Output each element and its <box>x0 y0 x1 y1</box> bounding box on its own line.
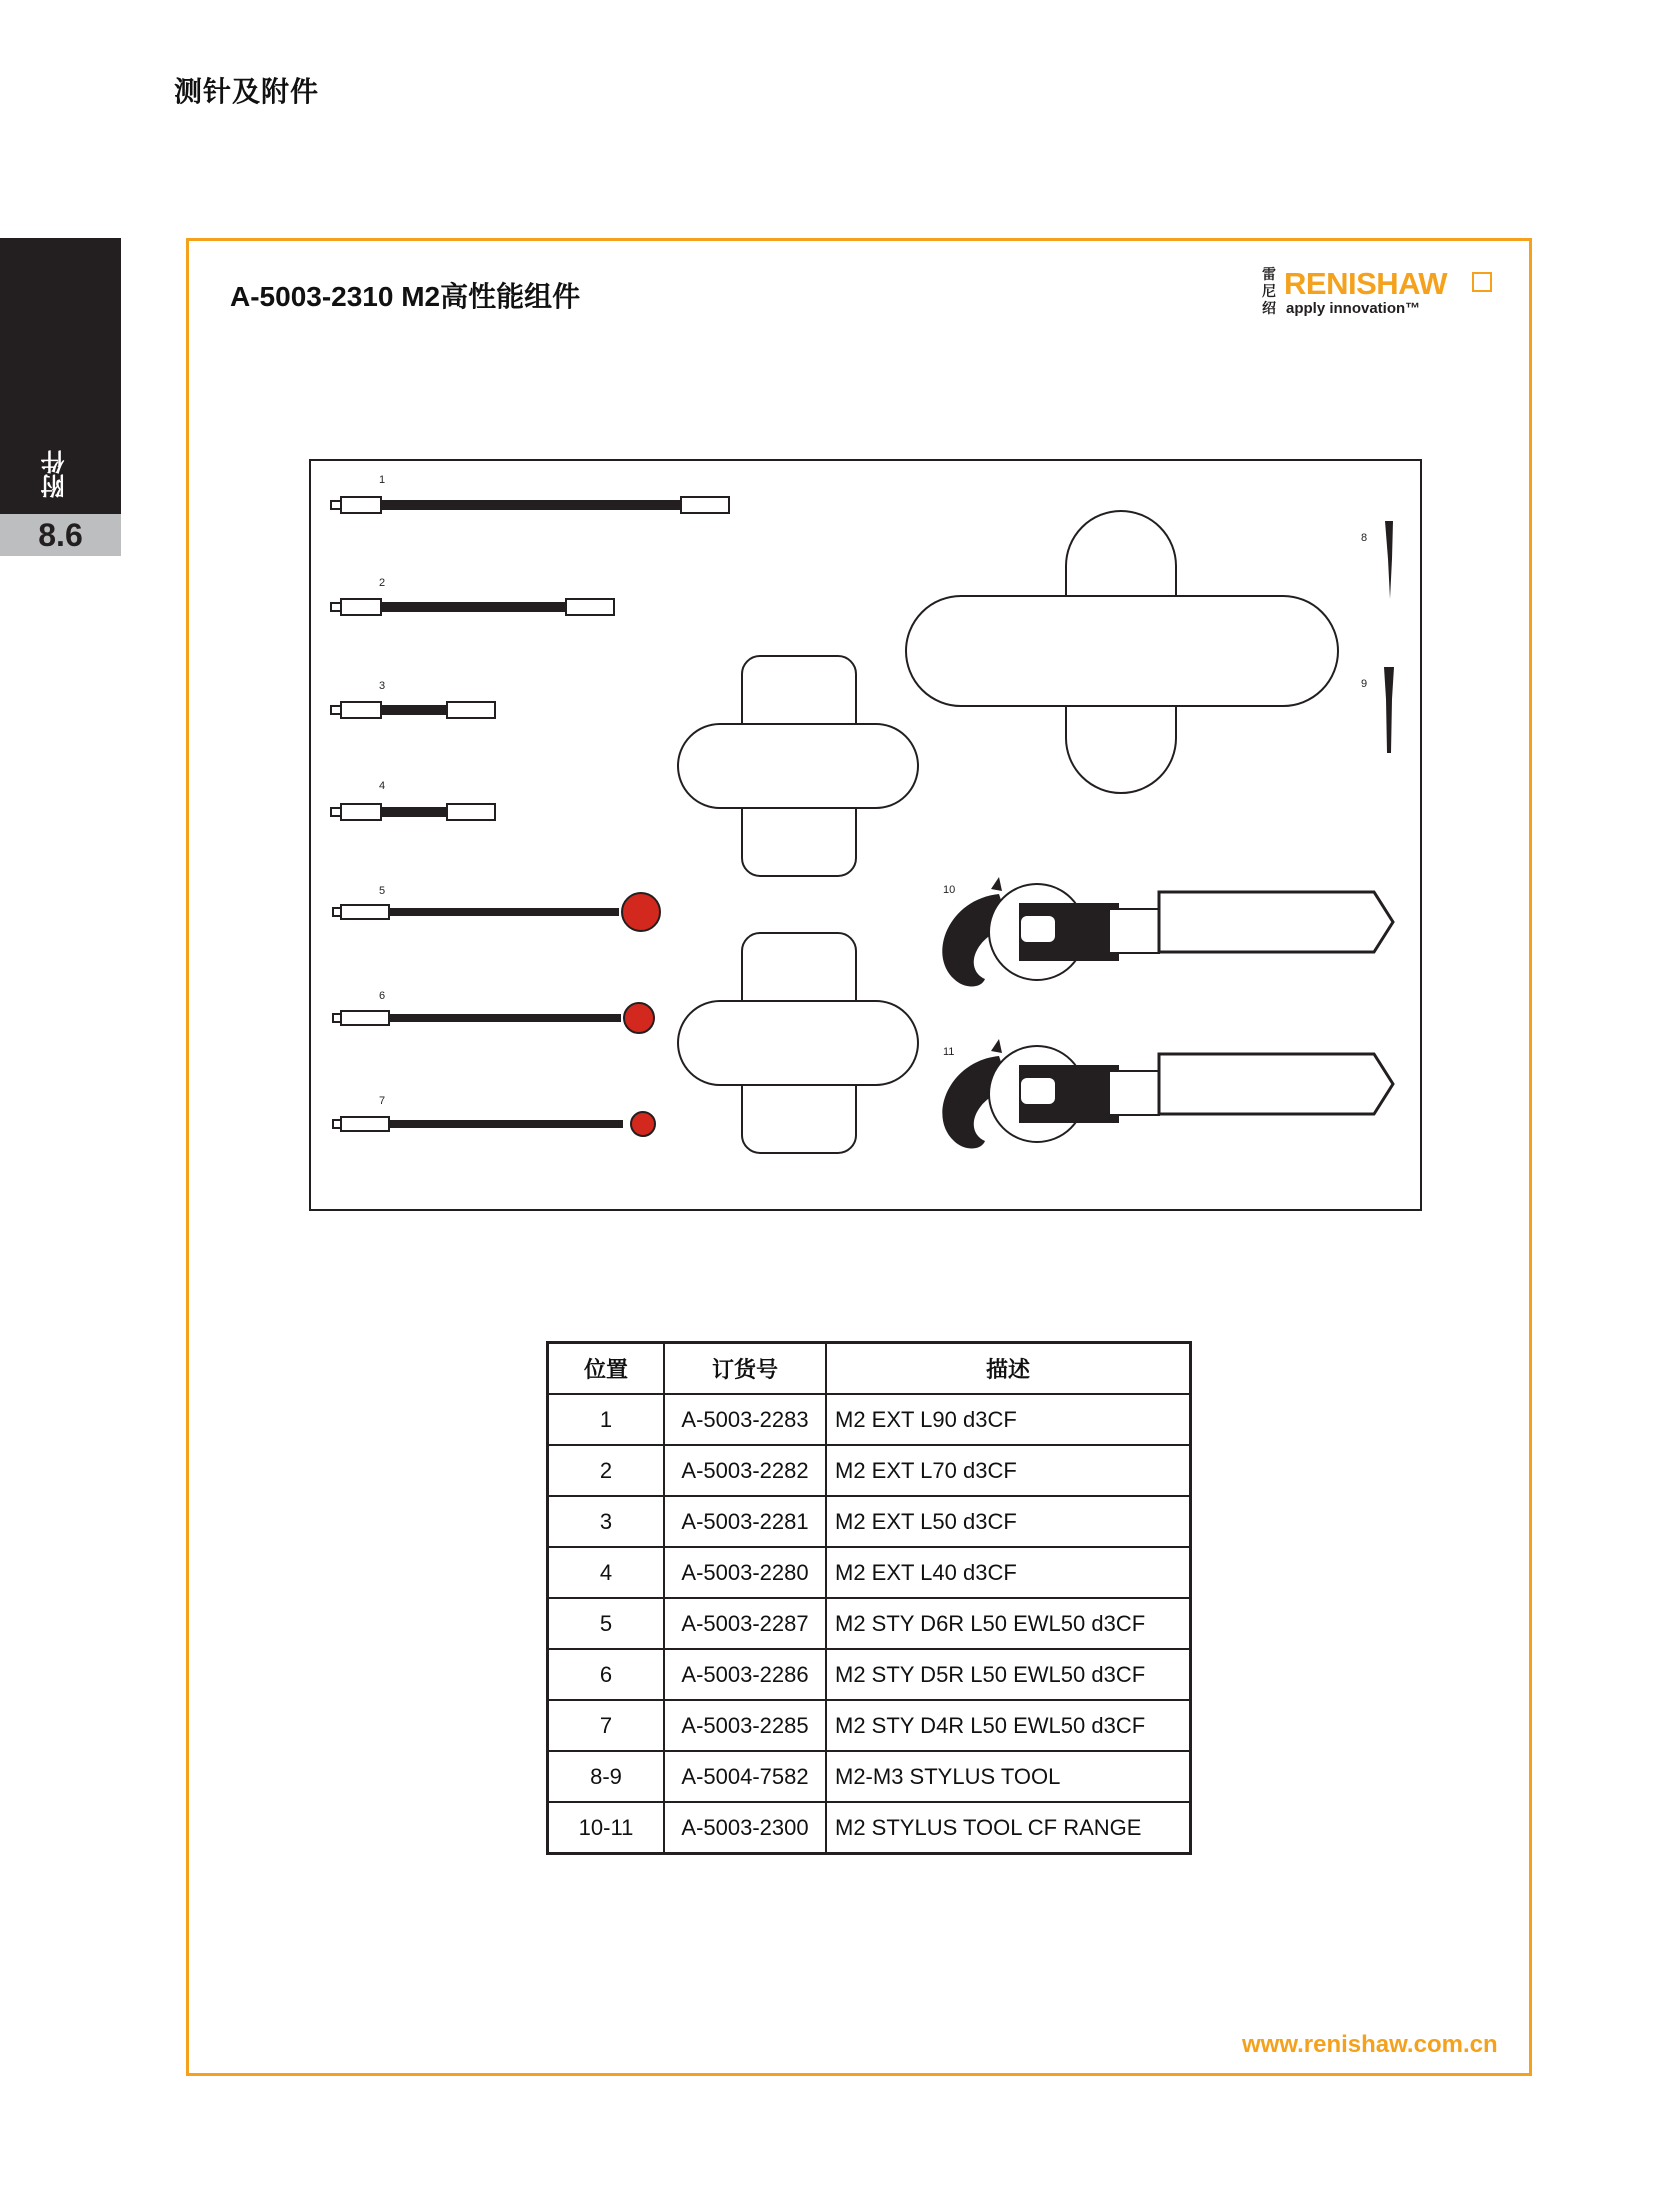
header-position: 位置 <box>548 1343 665 1395</box>
table-row <box>548 1496 1191 1547</box>
table-row <box>548 1802 1191 1854</box>
parts-table <box>546 1341 1192 1855</box>
section-side-tab-label: 附件 <box>42 450 69 498</box>
row-description: M2 STY D5R L50 EWL50 d3CF <box>826 1649 1191 1700</box>
renishaw-logo <box>1262 266 1502 324</box>
row-position: 4 <box>548 1547 665 1598</box>
row-description: M2 EXT L50 d3CF <box>826 1496 1191 1547</box>
row-position: 6 <box>548 1649 665 1700</box>
row-order-number: A-5003-2280 <box>664 1547 826 1598</box>
table-header-row <box>548 1343 1191 1395</box>
callout-6: 6 <box>379 990 386 1002</box>
row-description: M2 EXT L40 d3CF <box>826 1547 1191 1598</box>
row-position: 2 <box>548 1445 665 1496</box>
row-order-number: A-5003-2285 <box>664 1700 826 1751</box>
row-order-number: A-5003-2282 <box>664 1445 826 1496</box>
row-position: 7 <box>548 1700 665 1751</box>
row-position: 5 <box>548 1598 665 1649</box>
table-row <box>548 1751 1191 1802</box>
callout-9: 9 <box>1361 678 1368 690</box>
table-row <box>548 1700 1191 1751</box>
row-position: 8-9 <box>548 1751 665 1802</box>
logo-tagline: apply innovation™ <box>1286 300 1421 317</box>
callout-1: 1 <box>379 474 386 486</box>
row-order-number: A-5003-2283 <box>664 1394 826 1445</box>
row-description: M2 EXT L90 d3CF <box>826 1394 1191 1445</box>
row-description: M2 STY D4R L50 EWL50 d3CF <box>826 1700 1191 1751</box>
callout-8: 8 <box>1361 532 1368 544</box>
table-row <box>548 1547 1191 1598</box>
row-description: M2-M3 STYLUS TOOL <box>826 1751 1191 1802</box>
logo-chinese-name: 雷尼绍 <box>1262 266 1276 316</box>
footer-website: www.renishaw.com.cn <box>1242 2031 1498 2058</box>
logo-mark-icon <box>1472 272 1492 292</box>
row-order-number: A-5003-2300 <box>664 1802 826 1854</box>
header-order-number: 订货号 <box>664 1343 826 1395</box>
section-number: 8.6 <box>0 514 121 556</box>
callout-10: 10 <box>943 884 956 896</box>
table-row <box>548 1598 1191 1649</box>
row-order-number: A-5003-2281 <box>664 1496 826 1547</box>
row-order-number: A-5004-7582 <box>664 1751 826 1802</box>
table-row <box>548 1445 1191 1496</box>
header-description: 描述 <box>826 1343 1191 1395</box>
kit-layout-diagram <box>309 459 1422 1211</box>
kit-title: A-5003-2310 M2高性能组件 <box>230 281 581 312</box>
callout-3: 3 <box>379 680 386 692</box>
row-description: M2 STYLUS TOOL CF RANGE <box>826 1802 1191 1854</box>
row-position: 3 <box>548 1496 665 1547</box>
callout-7: 7 <box>379 1095 386 1107</box>
row-position: 10-11 <box>548 1802 665 1854</box>
row-description: M2 STY D6R L50 EWL50 d3CF <box>826 1598 1191 1649</box>
logo-brand: RENISHAW <box>1284 266 1448 301</box>
row-description: M2 EXT L70 d3CF <box>826 1445 1191 1496</box>
table-row <box>548 1649 1191 1700</box>
table-row <box>548 1394 1191 1445</box>
callout-2: 2 <box>379 577 386 589</box>
callout-5: 5 <box>379 885 386 897</box>
row-order-number: A-5003-2286 <box>664 1649 826 1700</box>
callout-4: 4 <box>379 780 386 792</box>
row-position: 1 <box>548 1394 665 1445</box>
row-order-number: A-5003-2287 <box>664 1598 826 1649</box>
callout-11: 11 <box>943 1046 955 1058</box>
page-header-title: 测针及附件 <box>174 76 320 107</box>
